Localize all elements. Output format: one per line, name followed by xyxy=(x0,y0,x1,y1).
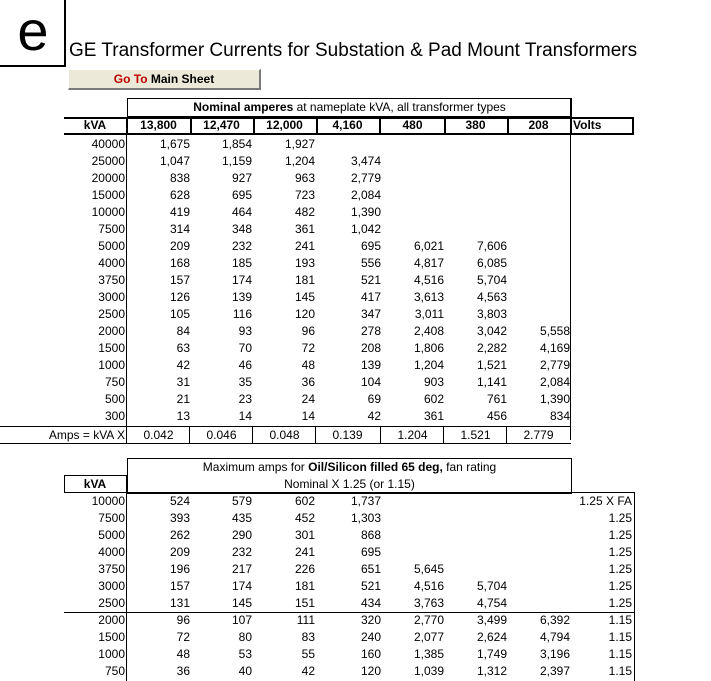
table1-value-cell: 4,563 xyxy=(476,290,507,304)
table1-value-cell: 464 xyxy=(231,205,252,219)
table1-kva-cell: 2000 xyxy=(98,324,125,338)
table1-value-cell: 139 xyxy=(360,358,381,372)
factor-cell-4: 1.204 xyxy=(397,428,428,442)
factor-separator-5 xyxy=(443,426,444,444)
table1-value-cell: 116 xyxy=(232,307,252,321)
table1-value-cell: 126 xyxy=(169,290,190,304)
table2-value-cell: 5,704 xyxy=(476,579,507,593)
table1-kva-cell: 15000 xyxy=(91,188,125,202)
table1-value-cell: 556 xyxy=(360,256,381,270)
table2-heading-line1 xyxy=(128,459,571,476)
factor-separator-4 xyxy=(380,426,381,444)
table1-value-cell: 723 xyxy=(294,188,315,202)
factor-separator-1 xyxy=(189,426,190,444)
table1-value-cell: 23 xyxy=(238,392,252,406)
table2-value-cell: 1,039 xyxy=(413,664,444,678)
table1-kva-cell: 500 xyxy=(104,392,125,406)
table1-value-cell: 3,011 xyxy=(414,307,444,321)
table2-subheading: Nominal X 1.25 (or 1.15) xyxy=(284,477,415,491)
table2-kva-cell: 2500 xyxy=(98,596,125,610)
table2-value-cell: 6,392 xyxy=(539,613,570,627)
table1-value-cell: 5,558 xyxy=(539,324,570,338)
table2-value-cell: 157 xyxy=(169,579,190,593)
factor-separator-3 xyxy=(315,426,316,444)
logo-divider xyxy=(64,0,66,66)
table1-value-cell: 72 xyxy=(301,341,315,355)
table1-value-cell: 1,521 xyxy=(476,358,507,372)
table1-value-cell: 145 xyxy=(294,290,315,304)
table2-kva-cell: 7500 xyxy=(98,511,125,525)
table2-kva-cell: 1500 xyxy=(98,630,125,644)
voltage-header-separator-3 xyxy=(379,117,381,135)
table2-fa-cell: 1.25 xyxy=(608,528,632,542)
table1-value-cell: 3,474 xyxy=(350,154,381,168)
table1-value-cell: 1,141 xyxy=(476,375,507,389)
table1-value-cell: 69 xyxy=(367,392,381,406)
table2-value-cell: 524 xyxy=(169,494,190,508)
table2-value-cell: 55 xyxy=(301,647,315,661)
table2-fa-cell: 1.25 xyxy=(608,511,632,525)
table1-value-cell: 31 xyxy=(176,375,190,389)
voltage-header-4: 480 xyxy=(402,118,423,132)
table2-value-cell: 320 xyxy=(360,613,381,627)
table2-value-cell: 4,794 xyxy=(539,630,570,644)
table2-fa-cell: 1.15 xyxy=(608,647,632,661)
table1-value-cell: 4,169 xyxy=(539,341,570,355)
table1-kva-cell: 3000 xyxy=(98,290,125,304)
table2-value-cell: 131 xyxy=(169,596,190,610)
table2-fa-cell: 1.15 xyxy=(608,613,632,627)
table1-value-cell: 761 xyxy=(486,392,507,406)
table1-value-cell: 348 xyxy=(231,222,252,236)
table2-value-cell: 651 xyxy=(360,562,381,576)
table1-kva-cell: 1000 xyxy=(98,358,125,372)
table1-value-cell: 168 xyxy=(169,256,190,270)
table1-value-cell: 48 xyxy=(301,358,315,372)
table2-fa-cell: 1.25 xyxy=(608,545,632,559)
table1-value-cell: 241 xyxy=(294,239,315,253)
table2-kva-cell: 5000 xyxy=(98,528,125,542)
factor-cell-6: 2.779 xyxy=(523,428,554,442)
table1-value-cell: 1,854 xyxy=(221,137,252,151)
table1-value-cell: 314 xyxy=(169,222,190,236)
voltage-header-1: 12,470 xyxy=(203,118,240,132)
table2-kva-cell: 1000 xyxy=(98,647,125,661)
table1-value-cell: 42 xyxy=(176,358,190,372)
logo-e: e xyxy=(17,0,49,62)
table2-value-cell: 3,196 xyxy=(539,647,570,661)
table2-value-cell: 3,499 xyxy=(476,613,507,627)
table2-value-cell: 72 xyxy=(176,630,190,644)
factor-label: Amps = kVA X xyxy=(48,428,125,442)
table2-value-cell: 5,645 xyxy=(413,562,444,576)
table1-value-cell: 521 xyxy=(360,273,381,287)
table1-value-cell: 63 xyxy=(176,341,190,355)
table1-value-cell: 482 xyxy=(294,205,315,219)
table1-value-cell: 1,204 xyxy=(284,154,315,168)
table1-value-cell: 3,042 xyxy=(476,324,507,338)
table2-value-cell: 42 xyxy=(301,664,315,678)
factor-separator-6 xyxy=(506,426,507,444)
table1-value-cell: 361 xyxy=(423,409,444,423)
table2-heading-post: fan rating xyxy=(442,460,497,474)
factor-separator-0 xyxy=(126,426,127,444)
table1-value-cell: 14 xyxy=(301,409,315,423)
table1-value-cell: 105 xyxy=(169,307,190,321)
table1-value-cell: 1,047 xyxy=(159,154,190,168)
table1-value-cell: 3,613 xyxy=(413,290,444,304)
page-title: GE Transformer Currents for Substation & Pad Mount Transformers xyxy=(69,40,638,61)
table1-value-cell: 628 xyxy=(169,188,190,202)
table1-value-cell: 3,803 xyxy=(476,307,507,321)
table1-value-cell: 5,704 xyxy=(476,273,507,287)
table1-kva-cell: 300 xyxy=(104,409,125,423)
table2-value-cell: 107 xyxy=(231,613,252,627)
voltage-header-5: 380 xyxy=(465,118,486,132)
table1-kva-cell: 4000 xyxy=(98,256,125,270)
table1-kva-cell: 7500 xyxy=(98,222,125,236)
table2-value-cell: 2,770 xyxy=(413,613,444,627)
table1-value-cell: 193 xyxy=(294,256,315,270)
table1-value-cell: 1,159 xyxy=(221,154,252,168)
table1-value-cell: 14 xyxy=(238,409,252,423)
table2-value-cell: 151 xyxy=(294,596,315,610)
table2-value-cell: 145 xyxy=(231,596,252,610)
table2-value-cell: 160 xyxy=(360,647,381,661)
table1-value-cell: 2,282 xyxy=(476,341,507,355)
table2-value-cell: 226 xyxy=(294,562,315,576)
table2-value-cell: 262 xyxy=(169,528,190,542)
voltage-header-6: 208 xyxy=(528,118,549,132)
table1-value-cell: 1,390 xyxy=(539,392,570,406)
table2-group-divider xyxy=(64,612,635,613)
table2-value-cell: 602 xyxy=(294,494,315,508)
table1-value-cell: 2,408 xyxy=(413,324,444,338)
factor-cell-1: 0.046 xyxy=(206,428,237,442)
table1-kva-right-border xyxy=(126,117,127,440)
table2-fa-cell: 1.25 X FA xyxy=(579,494,632,508)
table2-value-cell: 53 xyxy=(238,647,252,661)
table2-value-cell: 181 xyxy=(294,579,315,593)
table2-kva-header: kVA xyxy=(83,477,107,491)
factor-cell-0: 0.042 xyxy=(143,428,174,442)
table1-value-cell: 361 xyxy=(294,222,315,236)
table1-value-cell: 2,779 xyxy=(350,171,381,185)
table2-value-cell: 196 xyxy=(169,562,190,576)
table2-value-cell: 240 xyxy=(360,630,381,644)
table2-value-cell: 452 xyxy=(294,511,315,525)
table2-kva-cell: 2000 xyxy=(98,613,125,627)
table1-value-cell: 1,675 xyxy=(159,137,190,151)
volts-label: Volts xyxy=(573,118,602,132)
table1-value-cell: 185 xyxy=(231,256,252,270)
table2-value-cell: 209 xyxy=(169,545,190,559)
table2-value-cell: 521 xyxy=(360,579,381,593)
logo-underline xyxy=(0,65,66,67)
table2-right-border xyxy=(634,492,635,681)
voltage-header-0: 13,800 xyxy=(140,118,177,132)
table2-value-cell: 40 xyxy=(238,664,252,678)
table1-value-cell: 278 xyxy=(360,324,381,338)
table2-value-cell: 96 xyxy=(176,613,190,627)
table2-fa-cell: 1.15 xyxy=(608,630,632,644)
table1-kva-cell: 5000 xyxy=(98,239,125,253)
table2-value-cell: 4,754 xyxy=(476,596,507,610)
table2-value-cell: 83 xyxy=(301,630,315,644)
table1-value-cell: 24 xyxy=(301,392,315,406)
table1-kva-cell: 10000 xyxy=(91,205,125,219)
table2-value-cell: 393 xyxy=(169,511,190,525)
table1-value-cell: 419 xyxy=(169,205,190,219)
table2-value-cell: 232 xyxy=(231,545,252,559)
table2-value-cell: 868 xyxy=(360,528,381,542)
table1-value-cell: 927 xyxy=(231,171,252,185)
table1-value-cell: 21 xyxy=(176,392,190,406)
table2-heading xyxy=(127,458,572,494)
goto-label-main: Main Sheet xyxy=(147,72,215,86)
factor-cell-2: 0.048 xyxy=(269,428,300,442)
table1-value-cell: 6,085 xyxy=(476,256,507,270)
table2-value-cell: 120 xyxy=(360,664,381,678)
table1-kva-cell: 20000 xyxy=(91,171,125,185)
table1-value-cell: 2,084 xyxy=(350,188,381,202)
table2-kva-cell: 750 xyxy=(104,664,125,678)
table1-value-cell: 903 xyxy=(423,375,444,389)
goto-label-red: Go To xyxy=(113,72,148,86)
table2-value-cell: 2,624 xyxy=(476,630,507,644)
table2-fa-cell: 1.15 xyxy=(608,664,632,678)
table1-value-cell: 139 xyxy=(231,290,252,304)
table2-value-cell: 1,312 xyxy=(476,664,507,678)
table1-value-cell: 42 xyxy=(367,409,381,423)
table1-kva-cell: 2500 xyxy=(98,307,125,321)
voltage-header-3: 4,160 xyxy=(332,118,363,132)
factor-cell-3: 0.139 xyxy=(332,428,363,442)
table1-value-cell: 157 xyxy=(169,273,190,287)
table1-value-cell: 834 xyxy=(549,409,570,423)
table2-value-cell: 301 xyxy=(294,528,315,542)
table1-value-cell: 174 xyxy=(231,273,252,287)
table2-value-cell: 217 xyxy=(231,562,252,576)
table1-value-cell: 2,084 xyxy=(539,375,570,389)
table1-value-cell: 4,817 xyxy=(413,256,444,270)
table1-value-cell: 104 xyxy=(360,375,381,389)
table1-value-cell: 1,927 xyxy=(284,137,315,151)
table1-value-cell: 36 xyxy=(301,375,315,389)
table2-value-cell: 1,385 xyxy=(413,647,444,661)
table1-heading xyxy=(127,98,572,117)
table1-value-cell: 1,390 xyxy=(350,205,381,219)
table1-value-cell: 1,204 xyxy=(413,358,444,372)
table1-value-cell: 1,806 xyxy=(413,341,444,355)
table2-value-cell: 80 xyxy=(238,630,252,644)
table2-value-cell: 36 xyxy=(176,664,190,678)
table2-fa-cell: 1.25 xyxy=(608,596,632,610)
table1-kva-header: kVA xyxy=(83,118,107,132)
table1-value-cell: 695 xyxy=(360,239,381,253)
table2-value-cell: 695 xyxy=(360,545,381,559)
table1-value-cell: 695 xyxy=(231,188,252,202)
table1-value-cell: 456 xyxy=(486,409,507,423)
table1-value-cell: 4,516 xyxy=(413,273,444,287)
table2-value-cell: 48 xyxy=(176,647,190,661)
table2-kva-cell: 4000 xyxy=(98,545,125,559)
table1-value-cell: 2,779 xyxy=(539,358,570,372)
table1-kva-cell: 3750 xyxy=(98,273,125,287)
table1-value-cell: 347 xyxy=(360,307,381,321)
table1-value-cell: 181 xyxy=(294,273,315,287)
table2-heading-bold: Oil/Silicon filled 65 deg, xyxy=(308,460,443,474)
table1-value-cell: 7,606 xyxy=(476,239,507,253)
table1-right-border xyxy=(570,98,571,440)
table2-fa-cell: 1.25 xyxy=(608,562,632,576)
table1-value-cell: 93 xyxy=(238,324,252,338)
table2-kva-cell: 3750 xyxy=(98,562,125,576)
table2-fa-cell: 1.25 xyxy=(608,579,632,593)
table1-kva-cell: 25000 xyxy=(91,154,125,168)
table2-kva-cell: 3000 xyxy=(98,579,125,593)
table1-value-cell: 963 xyxy=(294,171,315,185)
table2-value-cell: 1,303 xyxy=(350,511,381,525)
table1-value-cell: 46 xyxy=(238,358,252,372)
table1-heading-rest: at nameplate kVA, all transformer types xyxy=(293,100,506,114)
table2-value-cell: 579 xyxy=(231,494,252,508)
table2-value-cell: 434 xyxy=(360,596,381,610)
table1-value-cell: 209 xyxy=(169,239,190,253)
table2-value-cell: 2,397 xyxy=(539,664,570,678)
table2-value-cell: 1,737 xyxy=(350,494,381,508)
table2-value-cell: 435 xyxy=(231,511,252,525)
table2-value-cell: 4,516 xyxy=(413,579,444,593)
table2-value-cell: 241 xyxy=(294,545,315,559)
table1-kva-cell: 40000 xyxy=(91,137,125,151)
factor-cell-5: 1.521 xyxy=(460,428,491,442)
table1-value-cell: 6,021 xyxy=(413,239,444,253)
table1-kva-cell: 750 xyxy=(104,375,125,389)
table1-header-right-border xyxy=(632,117,634,135)
table1-value-cell: 417 xyxy=(360,290,381,304)
table1-value-cell: 232 xyxy=(231,239,252,253)
go-to-main-sheet-button[interactable] xyxy=(68,69,261,90)
table1-value-cell: 120 xyxy=(294,307,315,321)
table1-value-cell: 35 xyxy=(238,375,252,389)
table2-value-cell: 174 xyxy=(231,579,252,593)
table2-heading-pre: Maximum amps for xyxy=(202,460,309,474)
table1-value-cell: 1,042 xyxy=(350,222,381,236)
table1-value-cell: 70 xyxy=(238,341,252,355)
table1-value-cell: 96 xyxy=(301,324,315,338)
table1-heading-bold: Nominal amperes xyxy=(193,100,294,114)
voltage-header-2: 12,000 xyxy=(266,118,303,132)
table2-value-cell: 1,749 xyxy=(476,647,507,661)
table2-kva-right-border xyxy=(126,475,127,681)
table2-kva-cell: 10000 xyxy=(91,494,125,508)
table2-value-cell: 3,763 xyxy=(413,596,444,610)
table2-value-cell: 2,077 xyxy=(413,630,444,644)
table1-value-cell: 208 xyxy=(360,341,381,355)
table1-value-cell: 838 xyxy=(169,171,190,185)
table2-value-cell: 290 xyxy=(231,528,252,542)
table1-value-cell: 13 xyxy=(176,409,190,423)
table1-kva-cell: 1500 xyxy=(98,341,125,355)
table1-value-cell: 84 xyxy=(176,324,190,338)
table1-value-cell: 602 xyxy=(423,392,444,406)
table2-value-cell: 111 xyxy=(296,613,315,627)
factor-separator-2 xyxy=(252,426,253,444)
